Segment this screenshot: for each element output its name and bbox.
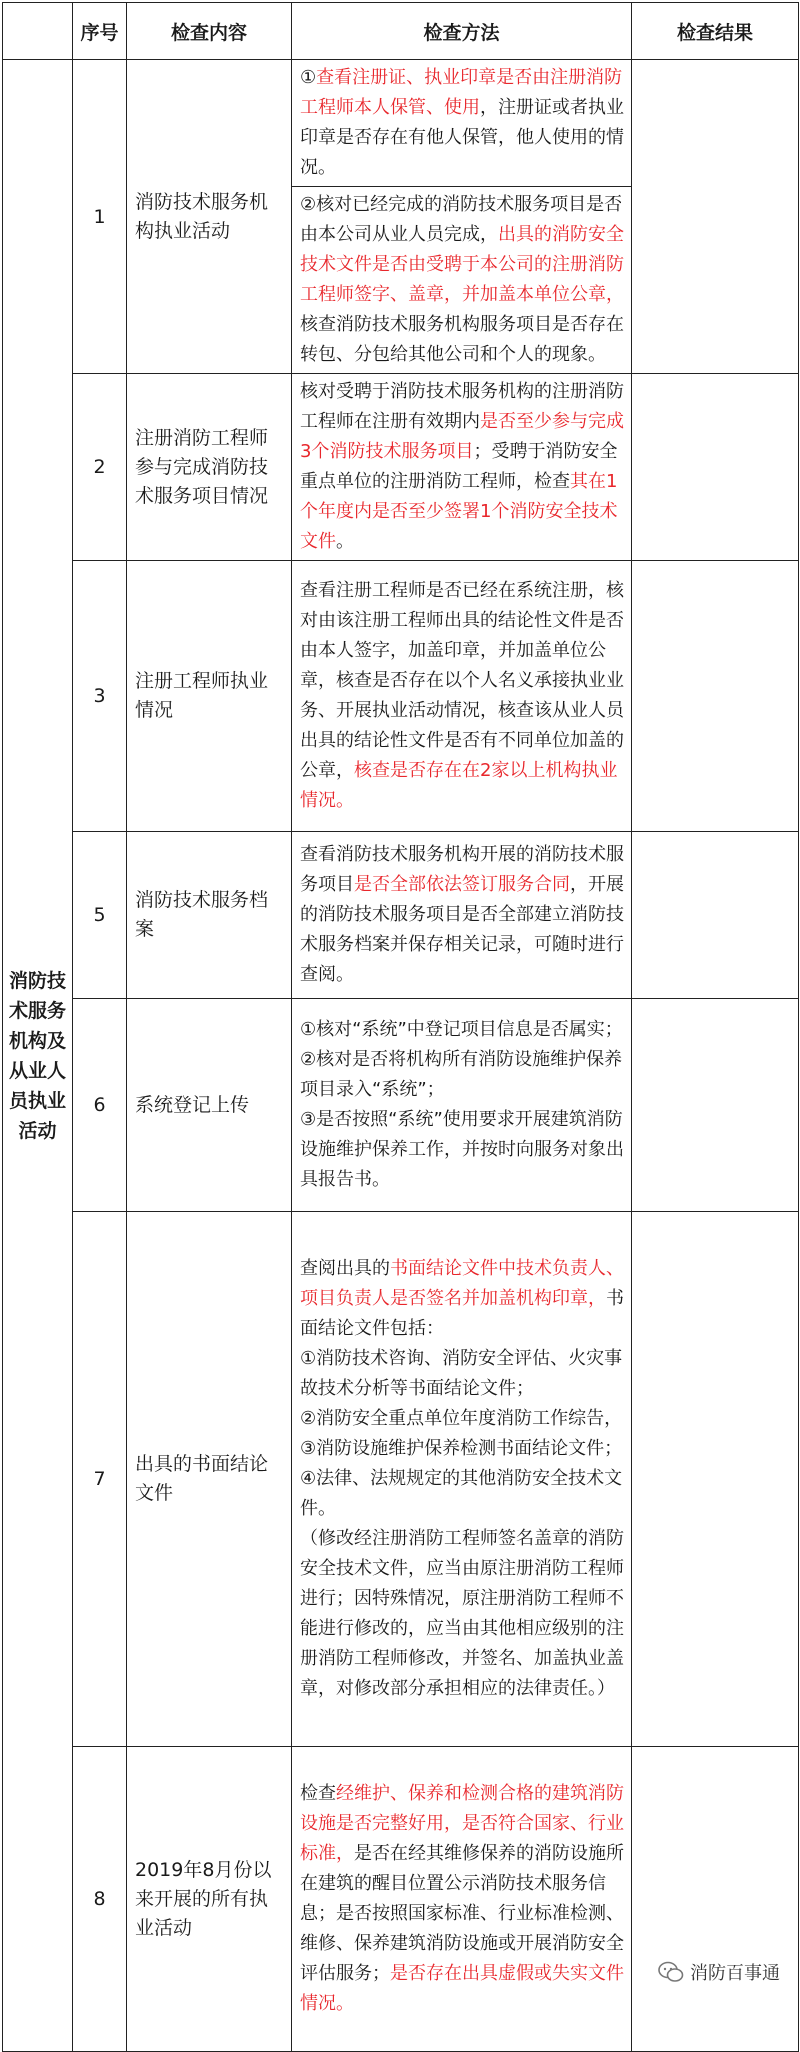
method-text: 查阅出具的 <box>300 1258 390 1279</box>
row-content: 注册工程师执业情况 <box>127 561 292 832</box>
row-result <box>632 1747 799 2052</box>
method-text: 查看注册工程师是否已经在系统注册，核对由该注册工程师出具的结论性文件是否由本人签字，加盖印章，并加盖单位公章，核查是否存在以个人名义承接执业业务、开展执业活动情况，核查该从业人员出具的结论性文件是否有不同单位加盖的公章， <box>300 580 624 781</box>
inspection-table <box>2 2 799 2052</box>
watermark-text: 消防百事通 <box>690 1963 780 1984</box>
row-method <box>292 60 632 187</box>
method-text: 查看消防技术服务机构开展的消防技术服务项目 <box>300 844 624 895</box>
method-text: ① <box>300 67 317 88</box>
method-line: ②核对是否将机构所有消防设施维护保养项目录入“系统”； <box>300 1049 623 1100</box>
method-line: ①核对“系统”中登记项目信息是否属实； <box>300 1019 623 1040</box>
row-no: 5 <box>73 832 127 999</box>
row-content: 注册消防工程师参与完成消防技术服务项目情况 <box>127 374 292 561</box>
table-row <box>3 999 799 1212</box>
table-row <box>3 1212 799 1747</box>
method-line: ②消防安全重点单位年度消防工作综告， <box>300 1408 623 1429</box>
row-result <box>632 832 799 999</box>
row-result <box>632 1212 799 1747</box>
row-method <box>292 1747 632 2052</box>
method-text: 书面结论文件包括： <box>300 1288 624 1339</box>
row-method <box>292 187 632 374</box>
method-text: ，开展的消防技术服务项目是否全部建立消防技术服务档案并保存相关记录，可随时进行查阅。 <box>300 874 624 985</box>
row-method <box>292 999 632 1212</box>
row-method <box>292 374 632 561</box>
header-result: 检查结果 <box>632 3 799 60</box>
row-result <box>632 60 799 374</box>
method-text: ，注册证或者执业印章是否存在有他人保管，他人使用的情况。 <box>300 97 624 178</box>
header-method: 检查方法 <box>292 3 632 60</box>
method-line: ④法律、法规规定的其他消防安全技术文件。 <box>300 1468 623 1519</box>
watermark <box>652 1957 786 1987</box>
header-row <box>3 3 799 60</box>
method-text: 检查 <box>300 1783 336 1804</box>
row-no: 6 <box>73 999 127 1212</box>
table-row <box>3 561 799 832</box>
highlight-text: 查看注册证、执业印章是否由注册消防工程师本人保管、使用 <box>300 67 623 118</box>
row-content: 系统登记上传 <box>127 999 292 1212</box>
method-line: ①消防技术咨询、消防安全评估、火灾事故技术分析等书面结论文件； <box>300 1348 623 1399</box>
method-text: 。 <box>336 531 354 552</box>
row-no: 2 <box>73 374 127 561</box>
category-cell: 消防技术服务机构及从业人员执业活动 <box>3 60 73 2052</box>
method-text: ；受聘于消防安全重点单位的注册消防工程师，检查 <box>300 441 618 492</box>
highlight-text: 其在1个年度内是否至少签署1个消防安全技术文件 <box>300 471 618 552</box>
method-line: ③是否按照“系统”使用要求开展建筑消防设施维护保养工作，并按时向服务对象出具报告书。 <box>300 1109 624 1190</box>
method-note: （修改经注册消防工程师签名盖章的消防安全技术文件，应当由原注册消防工程师进行；因特殊情况，原注册消防工程师不能进行修改的，应当由其他相应级别的注册消防工程师修改，并签名、加盖执业盖章，对修改部分承担相应的法律责任。） <box>300 1528 624 1699</box>
row-method <box>292 1212 632 1747</box>
row-content: 消防技术服务档案 <box>127 832 292 999</box>
method-text: ②核对已经完成的消防技术服务项目是否由本公司从业人员完成， <box>300 194 623 245</box>
highlight-text: 是否存在出具虚假或失实文件情况。 <box>300 1963 624 2014</box>
table-row <box>3 1747 799 2052</box>
highlight-text: 核查是否存在在2家以上机构执业情况 <box>300 760 618 811</box>
row-result <box>632 561 799 832</box>
highlight-text: 是否全部依法签订服务合同 <box>354 874 570 895</box>
row-method <box>292 832 632 999</box>
header-content: 检查内容 <box>127 3 292 60</box>
method-text: 核对受聘于消防技术服务机构的注册消防工程师在注册有效期内 <box>300 381 624 432</box>
row-content: 消防技术服务机构执业活动 <box>127 60 292 374</box>
highlight-text: 。 <box>336 790 354 811</box>
wechat-icon <box>658 1961 684 1983</box>
row-result <box>632 374 799 561</box>
row-content: 2019年8月份以来开展的所有执业活动 <box>127 1747 292 2052</box>
table-row <box>3 374 799 561</box>
row-no: 8 <box>73 1747 127 2052</box>
row-method <box>292 561 632 832</box>
row-no: 3 <box>73 561 127 832</box>
row-content: 出具的书面结论文件 <box>127 1212 292 1747</box>
method-intro <box>300 1258 624 1339</box>
highlight-text: 书面结论文件中技术负责人、项目负责人是否签名并加盖机构印章， <box>300 1258 624 1309</box>
method-line: ③消防设施维护保养检测书面结论文件； <box>300 1438 623 1459</box>
highlight-text: 是否至少参与完成3个消防技术服务项目 <box>300 411 624 462</box>
header-no: 序号 <box>73 3 127 60</box>
highlight-text: 出具的消防安全技术文件是否由受聘于本公司的注册消防工程师签字、盖章，并加盖本单位公章， <box>300 224 624 305</box>
row-no: 1 <box>73 60 127 374</box>
method-text: 是否在经其维修保养的消防设施所在建筑的醒目位置公示消防技术服务信息；是否按照国家标准、行业标准检测、维修、保养建筑消防设施或开展消防安全评估服务； <box>300 1843 624 1984</box>
row-result <box>632 999 799 1212</box>
header-blank <box>3 3 73 60</box>
method-text: 核查消防技术服务机构服务项目是否存在转包、分包给其他公司和个人的现象。 <box>300 314 624 365</box>
highlight-text: 经维护、保养和检测合格的建筑消防设施是否完整好用，是否符合国家、行业标准， <box>300 1783 624 1864</box>
row-no: 7 <box>73 1212 127 1747</box>
table-row <box>3 832 799 999</box>
table-row <box>3 60 799 187</box>
